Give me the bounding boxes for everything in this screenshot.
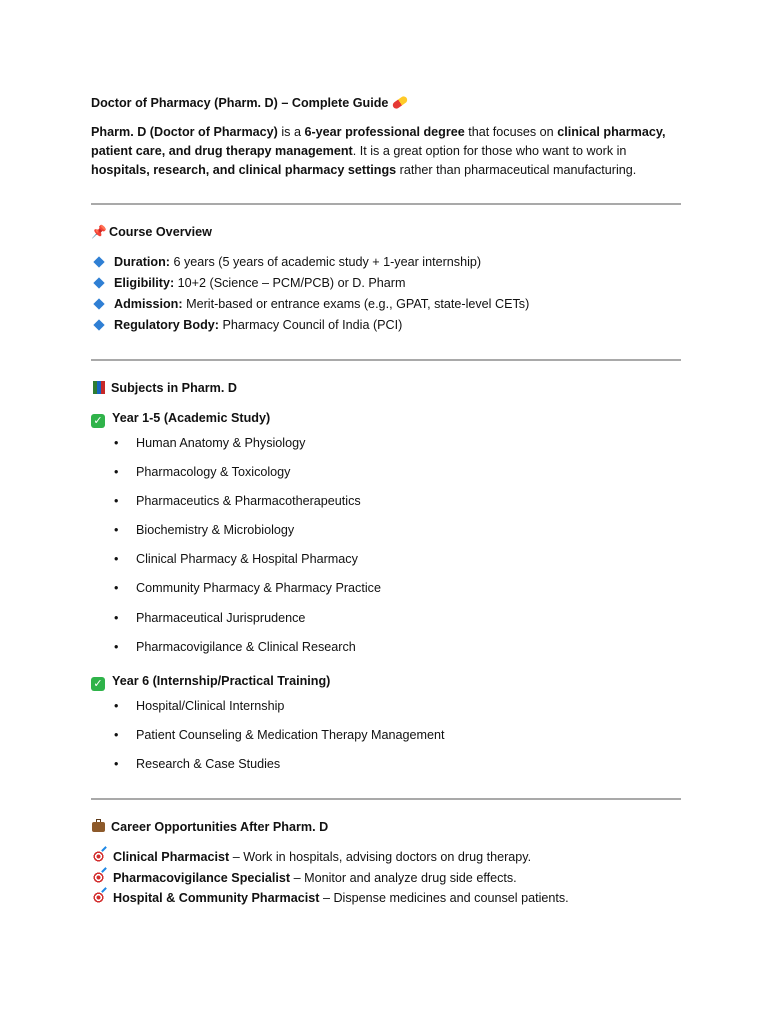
year1-heading (91, 408, 681, 428)
books-icon (93, 381, 105, 394)
overview-item-label: Eligibility: (114, 276, 175, 290)
year6-subject-list (91, 697, 681, 784)
section-divider (91, 203, 681, 205)
career-item-label: Pharmacovigilance Specialist (113, 870, 291, 885)
target-icon (92, 871, 105, 884)
intro-text-4: rather than pharmaceutical manufacturing. (396, 163, 637, 177)
career-item (91, 847, 681, 868)
overview-item-value: 6 years (5 years of academic study + 1-year internship) (169, 255, 482, 269)
career-item-value: – Work in hospitals, advising doctors on drug therapy. (229, 850, 532, 865)
overview-list (91, 252, 681, 336)
list-item: • Patient Counseling & Medication Therapy Management (91, 726, 681, 755)
subjects-heading (91, 378, 681, 398)
careers-heading-text: Career Opportunities After Pharm. D (111, 820, 329, 835)
pill-icon (392, 95, 409, 110)
document-title (91, 93, 681, 113)
intro-bold-2: 6-year professional degree (304, 125, 465, 139)
list-item: • Research & Case Studies (91, 755, 681, 784)
briefcase-icon (92, 822, 105, 832)
target-icon (92, 850, 105, 863)
career-item-value: – Monitor and analyze drug side effects. (290, 870, 517, 885)
intro-paragraph (91, 123, 681, 180)
section-divider (91, 798, 681, 800)
overview-item-value: 10+2 (Science – PCM/PCB) or D. Pharm (174, 276, 406, 290)
overview-item-label: Admission: (114, 297, 183, 311)
overview-item (91, 252, 681, 273)
blue-diamond-icon (93, 257, 104, 268)
overview-item (91, 315, 681, 336)
career-item (91, 868, 681, 889)
list-item: • Pharmacovigilance & Clinical Research (91, 638, 681, 667)
career-item-value: – Dispense medicines and counsel patients. (319, 891, 569, 906)
check-mark-icon: ✓ (91, 414, 105, 428)
list-item: • Pharmacology & Toxicology (91, 463, 681, 492)
check-mark-icon: ✓ (91, 677, 105, 691)
intro-bold-3: clinical pharmacy, patient care, and drug therapy management (91, 125, 666, 158)
blue-diamond-icon (93, 299, 104, 310)
list-item: • Pharmaceutics & Pharmacotherapeutics (91, 492, 681, 521)
section-divider (91, 359, 681, 361)
year1-subject-list (91, 434, 681, 667)
overview-item-label: Duration: (114, 255, 170, 269)
document-content (91, 93, 681, 909)
list-item: • Community Pharmacy & Pharmacy Practice (91, 579, 681, 608)
subjects-heading-text: Subjects in Pharm. D (111, 381, 237, 395)
intro-bold-1: Pharm. D (Doctor of Pharmacy) (91, 125, 278, 139)
careers-list (91, 847, 681, 909)
year1-heading-text: Year 1-5 (Academic Study) (112, 411, 271, 425)
careers-heading (91, 817, 681, 837)
career-item-label: Hospital & Community Pharmacist (113, 891, 320, 906)
list-item: • Pharmaceutical Jurisprudence (91, 609, 681, 638)
list-item: • Human Anatomy & Physiology (91, 434, 681, 463)
overview-item-value: Merit-based or entrance exams (e.g., GPAT, state-level CETs) (182, 297, 530, 311)
year6-heading (91, 671, 681, 691)
year6-heading-text: Year 6 (Internship/Practical Training) (112, 673, 331, 688)
list-item: • Clinical Pharmacy & Hospital Pharmacy (91, 550, 681, 579)
overview-item (91, 273, 681, 294)
career-item (91, 888, 681, 909)
blue-diamond-icon (93, 278, 104, 289)
intro-text-1: is a (277, 125, 305, 139)
title-text: Doctor of Pharmacy (Pharm. D) – Complete Guide (91, 96, 389, 110)
overview-heading (91, 222, 681, 242)
intro-bold-4: hospitals, research, and clinical pharmacy settings (91, 163, 397, 177)
pushpin-icon: 📌 (91, 224, 107, 239)
career-item-label: Clinical Pharmacist (113, 850, 230, 865)
intro-text-3: . It is a great option for those who want to work in (352, 144, 627, 158)
intro-text-2: that focuses on (464, 125, 558, 139)
overview-item (91, 294, 681, 315)
list-item: • Hospital/Clinical Internship (91, 697, 681, 726)
overview-item-label: Regulatory Body: (114, 318, 219, 332)
list-item: • Biochemistry & Microbiology (91, 521, 681, 550)
overview-heading-text: Course Overview (109, 225, 212, 239)
target-icon (92, 891, 105, 904)
overview-item-value: Pharmacy Council of India (PCI) (218, 318, 403, 332)
blue-diamond-icon (93, 320, 104, 331)
